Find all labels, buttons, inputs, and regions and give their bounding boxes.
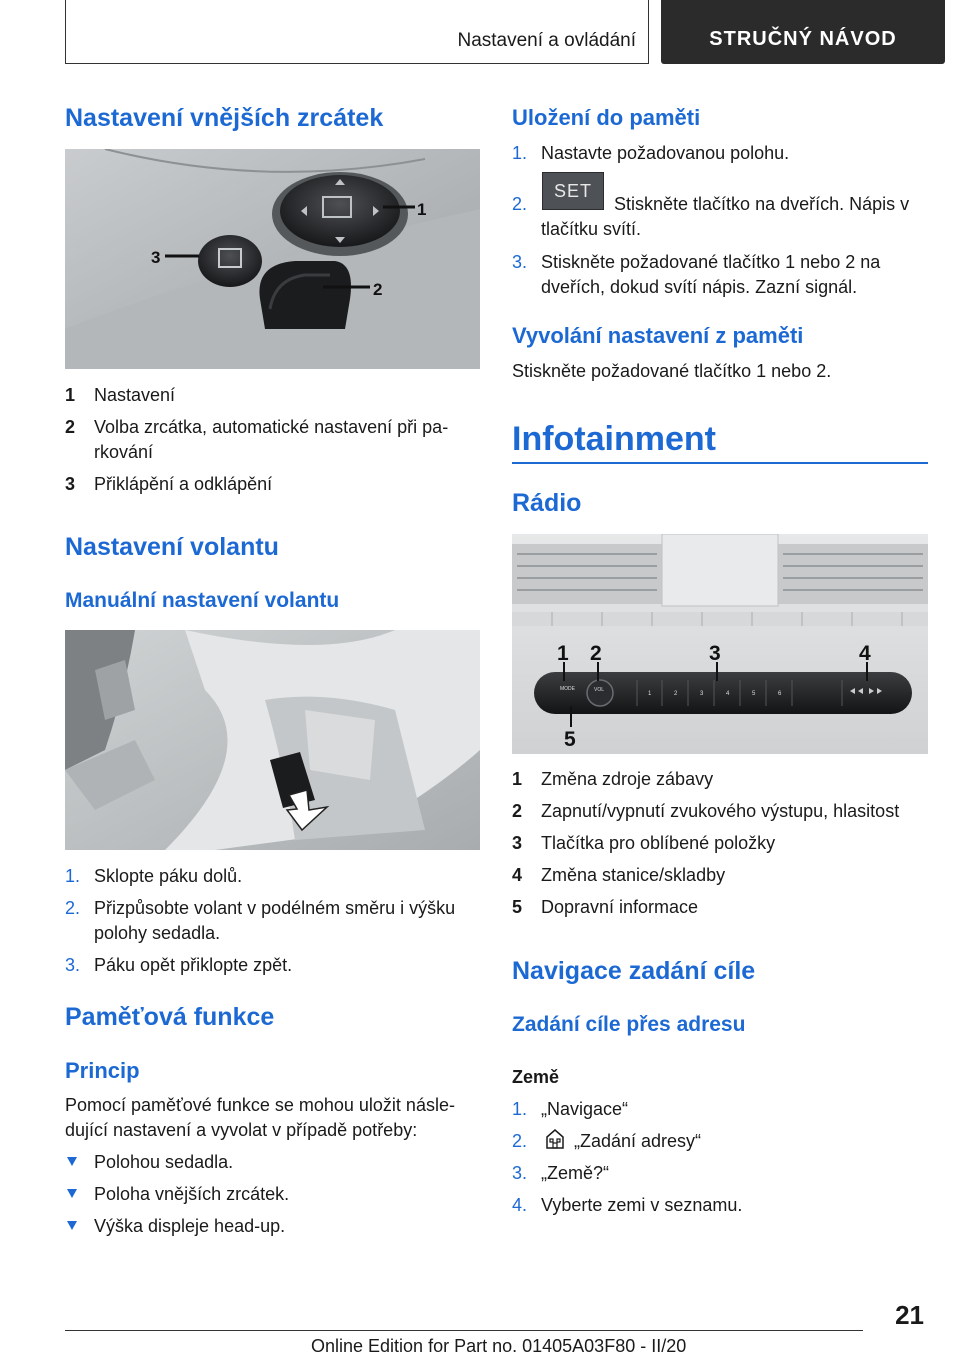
header-guide-label: STRUČNÝ NÁVOD xyxy=(709,28,897,50)
infotainment-heading-rule xyxy=(512,462,928,464)
callout-2: 2 xyxy=(590,642,602,665)
preset-number: 3 xyxy=(700,691,704,697)
radio-item-text: Dopravní informace xyxy=(541,897,699,917)
footer-edition: Online Edition for Part no. 01405A03F80 - II/20 xyxy=(311,1336,687,1356)
mirror-item-num: 2 xyxy=(65,417,76,437)
memory-bullet: Výška displeje head-up. xyxy=(94,1216,286,1236)
radio-item-text: Změna stanice/skladby xyxy=(541,865,726,885)
bullet-triangle-icon xyxy=(67,1157,77,1166)
mode-label: MODE xyxy=(560,686,575,692)
header-section-box xyxy=(65,0,649,64)
mirror-item-num: 1 xyxy=(65,385,76,405)
bullet-triangle-icon xyxy=(67,1221,77,1230)
radio-item-num: 1 xyxy=(512,769,523,789)
radio-item-text: Změna zdroje zábavy xyxy=(541,769,714,789)
steering-step-text: Přizpůsobte volant v podélném směru i výšku xyxy=(94,898,456,918)
callout-1: 1 xyxy=(557,642,569,665)
preset-number: 5 xyxy=(752,691,756,697)
steering-step-text-cont: polohy sedadla. xyxy=(94,923,221,943)
memory-bullet: Poloha vnějších zrcátek. xyxy=(94,1184,290,1204)
mirror-item-text: Volba zrcátka, automatické nastavení při pa- xyxy=(94,417,449,437)
save-step-text-cont: tlačítku svítí. xyxy=(541,219,642,239)
save-step-num: 1. xyxy=(512,143,528,163)
save-step-text: Stiskněte požadované tlačítko 1 nebo 2 na xyxy=(541,252,881,272)
preset-number: 4 xyxy=(726,691,730,697)
nav-step-num: 1. xyxy=(512,1099,528,1119)
address-entry-icon xyxy=(544,1127,566,1156)
nav-step-text: Vyberte zemi v seznamu. xyxy=(541,1195,743,1215)
save-step-text: Stiskněte tlačítko na dveřích. Nápis v xyxy=(614,194,910,214)
steering-step-text: Sklopte páku dolů. xyxy=(94,866,243,886)
radio-item-num: 5 xyxy=(512,897,523,917)
mirror-item-text-cont: rkování xyxy=(94,442,154,462)
nav-step-text: „Země?“ xyxy=(541,1163,610,1183)
vol-label: VOL xyxy=(594,687,605,693)
steering-column-photo xyxy=(65,630,480,850)
recall-heading: Vyvolání nastavení z paměti xyxy=(512,323,804,348)
mirror-item-text: Přiklápění a odklápění xyxy=(94,474,273,494)
radio-item-text: Zapnutí/vypnutí zvukového výstupu, hlasitost xyxy=(541,801,900,821)
navigation-heading: Navigace zadání cíle xyxy=(512,957,756,985)
radio-item-num: 2 xyxy=(512,801,523,821)
callout-3: 3 xyxy=(709,642,721,665)
steering-step-num: 3. xyxy=(65,955,81,975)
preset-number: 2 xyxy=(674,691,678,697)
callout-1: 1 xyxy=(417,200,427,219)
page-number: 21 xyxy=(895,1300,924,1330)
radio-item-num: 3 xyxy=(512,833,523,853)
save-step-num: 3. xyxy=(512,252,528,272)
nav-step-num: 3. xyxy=(512,1163,528,1183)
bullet-triangle-icon xyxy=(67,1189,77,1198)
infotainment-heading: Infotainment xyxy=(512,420,716,458)
memory-paragraph-cont: dující nastavení a vyvolat v případě potřeby: xyxy=(65,1120,418,1140)
radio-heading: Rádio xyxy=(512,489,582,517)
steering-step-num: 2. xyxy=(65,898,81,918)
nav-step-num: 2. xyxy=(512,1131,528,1151)
memory-bullet: Polohou sedadla. xyxy=(94,1152,234,1172)
callout-2: 2 xyxy=(373,280,383,299)
recall-text: Stiskněte požadované tlačítko 1 nebo 2. xyxy=(512,361,832,381)
memory-heading: Paměťová funkce xyxy=(65,1003,275,1031)
save-heading: Uložení do paměti xyxy=(512,105,701,130)
memory-paragraph: Pomocí paměťové funkce se mohou uložit násle- xyxy=(65,1095,455,1115)
footer-rule xyxy=(65,1330,863,1331)
mirror-item-text: Nastavení xyxy=(94,385,176,405)
mirror-controls-photo xyxy=(65,149,480,369)
radio-item-num: 4 xyxy=(512,865,523,885)
save-step-num: 2. xyxy=(512,194,528,214)
memory-subheading: Princip xyxy=(65,1058,140,1083)
preset-number: 1 xyxy=(648,691,652,697)
set-button-icon xyxy=(542,172,604,210)
navigation-subheading: Zadání cíle přes adresu xyxy=(512,1013,746,1036)
mirrors-heading: Nastavení vnějších zrcátek xyxy=(65,104,384,132)
callout-4: 4 xyxy=(859,642,871,665)
radio-panel-photo xyxy=(512,534,928,754)
callout-5: 5 xyxy=(564,728,576,751)
nav-step-text: „Zadání adresy“ xyxy=(574,1131,702,1151)
save-step-text: Nastavte požadovanou polohu. xyxy=(541,143,790,163)
mirror-item-num: 3 xyxy=(65,474,76,494)
nav-step-text: „Navigace“ xyxy=(541,1099,629,1119)
callout-3: 3 xyxy=(151,248,161,267)
preset-number: 6 xyxy=(778,691,782,697)
navigation-label: Země xyxy=(512,1067,560,1087)
steering-step-num: 1. xyxy=(65,866,81,886)
steering-heading: Nastavení volantu xyxy=(65,533,279,561)
nav-step-num: 4. xyxy=(512,1195,528,1215)
header-section-title: Nastavení a ovládání xyxy=(457,30,636,51)
save-step-text-cont: dveřích, dokud svítí nápis. Zazní signál. xyxy=(541,277,858,297)
steering-subheading: Manuální nastavení volantu xyxy=(65,589,340,612)
radio-item-text: Tlačítka pro oblíbené položky xyxy=(541,833,776,853)
steering-step-text: Páku opět přiklopte zpět. xyxy=(94,955,293,975)
set-button-label: SET xyxy=(553,180,592,201)
header-guide-tab xyxy=(661,0,945,64)
